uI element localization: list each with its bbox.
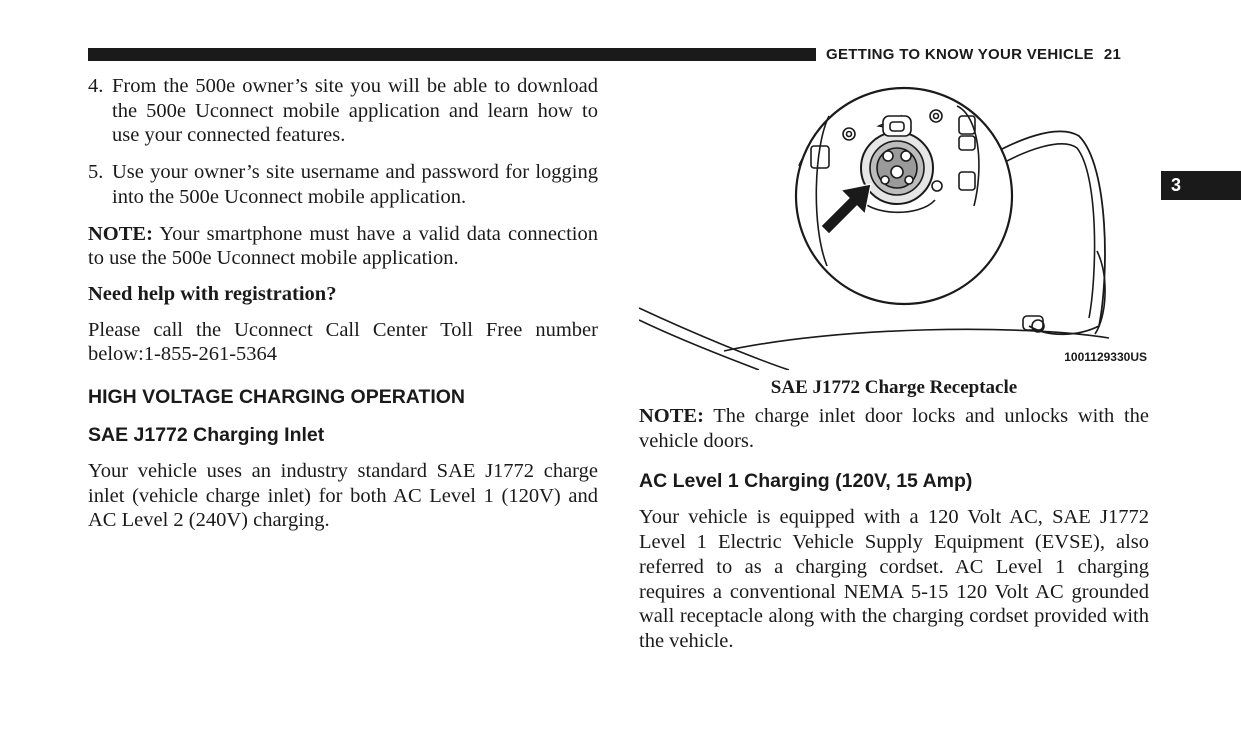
- note-text: The charge inlet door locks and unlocks with the vehicle doors.: [639, 405, 1149, 452]
- list-text: From the 500e owner’s site you will be able to download the 500e Uconnect mobile application and learn how to use your connected features.: [112, 75, 598, 147]
- list-number: 5.: [88, 161, 104, 184]
- inlet-paragraph: Your vehicle uses an industry standard SAE J1772 charge inlet (vehicle charge inlet) for both AC Level 1 (120V) and AC Level 2 (240V) charging.: [88, 460, 598, 532]
- subsection-heading: SAE J1772 Charging Inlet: [88, 424, 325, 447]
- list-item: [88, 74, 598, 148]
- figure-caption: SAE J1772 Charge Receptacle: [770, 377, 1018, 398]
- help-heading: Need help with registration?: [88, 282, 337, 305]
- page-number: 21: [1103, 46, 1122, 63]
- help-text: Please call the Uconnect Call Center Toll Free number below:1-855-261-5364: [88, 318, 598, 366]
- figure-id: 1001129330US: [1064, 350, 1147, 364]
- note-label: NOTE:: [88, 222, 153, 245]
- left-column: [88, 74, 598, 544]
- list-text: Use your owner’s site username and password for logging into the 500e Uconnect mobile application.: [112, 161, 598, 208]
- section-title: GETTING TO KNOW YOUR VEHICLE: [826, 46, 1094, 63]
- section-heading: HIGH VOLTAGE CHARGING OPERATION: [88, 386, 466, 409]
- header-rule: [88, 48, 816, 61]
- running-head: [826, 46, 1121, 63]
- list-number: 4.: [88, 75, 104, 97]
- charge-receptacle-illustration-icon: [639, 76, 1151, 370]
- note-label: NOTE:: [639, 405, 704, 427]
- note-text: Your smartphone must have a valid data connection to use the 500e Uconnect mobile application.: [88, 222, 598, 270]
- chapter-tab[interactable]: 3: [1161, 171, 1241, 200]
- right-column: [639, 404, 1149, 665]
- level1-heading: AC Level 1 Charging (120V, 15 Amp): [639, 470, 973, 493]
- note-paragraph: [639, 404, 1149, 453]
- level1-paragraph: Your vehicle is equipped with a 120 Volt AC, SAE J1772 Level 1 Electric Vehicle Supply Equipment (EVSE), also referred to as a charging cordset. AC Level 1 charging requires a conventional NEMA 5-15 120 Volt AC grounded wall receptacle along with the charging cordset provided with the vehicle.: [639, 506, 1149, 652]
- note-paragraph: [88, 222, 598, 271]
- charge-receptacle-figure: [639, 76, 1151, 370]
- list-item: [88, 160, 598, 209]
